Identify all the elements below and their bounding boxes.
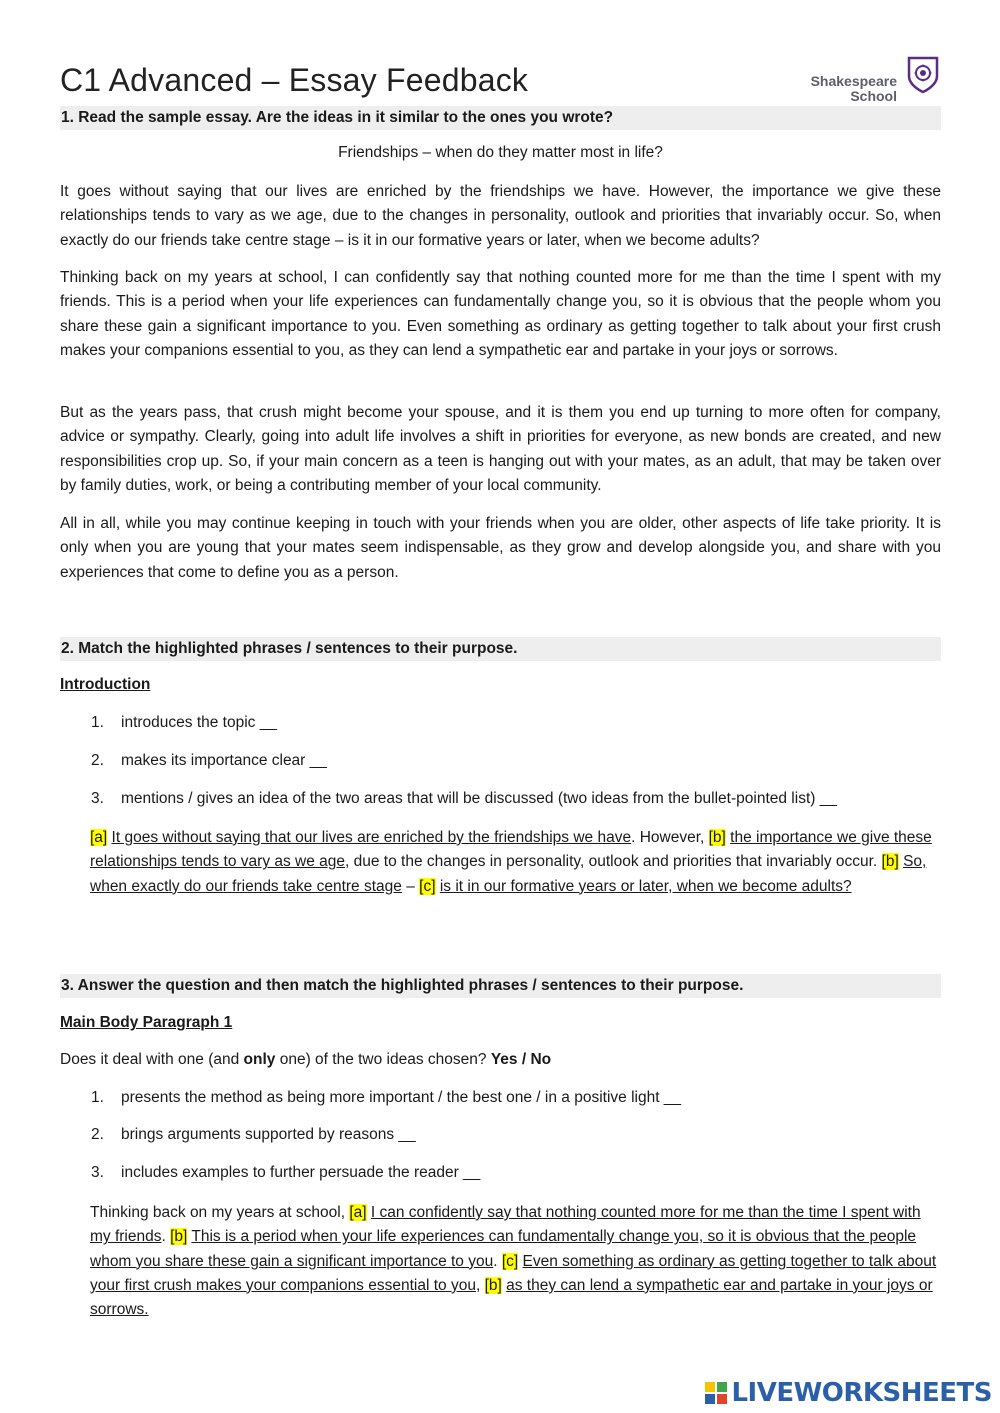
list-number: 2. [91,1126,104,1143]
list-item[interactable] [91,714,277,732]
list-number: 2. [91,752,104,769]
highlight-tag: [a] [90,829,108,846]
list-text: presents the method as being more important / the best one / in a positive light __ [121,1089,682,1106]
highlighted-main-body [90,1201,941,1322]
main-body-heading: Main Body Paragraph 1 [60,1014,233,1031]
logo-line-1: Shakespeare [810,73,897,89]
list-item[interactable] [91,790,837,808]
liveworksheets-blocks-icon [705,1382,727,1404]
yes-no-question [60,1051,551,1069]
plain-text: . [161,1228,171,1246]
list-text: includes examples to further persuade the reader __ [121,1164,481,1181]
essay-paragraph-4: All in all, while you may continue keeping in touch with your friends when you are older, other aspects of life take priority. It is only when you are young that your mates seem indispensable, as they grow and develop alongside you, and share with you experiences that come to define you as a person. [60,515,941,581]
list-item[interactable] [91,1164,480,1182]
section-2-instruction: 2. Match the highlighted phrases / sentences to their purpose. [60,637,941,661]
introduction-heading: Introduction [60,676,151,693]
section-1-instruction: 1. Read the sample essay. Are the ideas in it similar to the ones you wrote? [60,106,941,130]
highlighted-phrase: is it in our formative years or later, when we become adults? [439,877,852,895]
essay-paragraph-1: It goes without saying that our lives are enriched by the friendships we have. However, the importance we give these relationships tends to vary as we age, due to the changes in personality, outlook and priorities that invariably occur. So, when exactly do our friends take centre stage – is it in our formative years or later, when we become adults? [60,183,941,249]
highlight-tag: [b] [708,829,726,846]
list-number: 3. [91,790,104,807]
highlight-tag: [c] [419,877,436,895]
highlighted-introduction [90,826,941,899]
list-text: brings arguments supported by reasons __ [121,1126,416,1143]
school-logo-text [811,74,897,104]
list-item[interactable] [91,752,327,770]
list-number: 1. [91,714,104,731]
highlighted-phrase: Even something as ordinary as getting together to talk about your first crush makes your companions essential to you [90,1252,937,1294]
highlighted-phrase: So, when exactly do our friends take centre stage [90,853,927,895]
section-3-instruction: 3. Answer the question and then match the highlighted phrases / sentences to their purpose. [60,974,941,998]
plain-text: , [475,1276,485,1294]
highlight-tag: [b] [170,1228,188,1246]
worksheet-page [60,0,941,1413]
highlight-tag: [b] [881,853,899,871]
plain-text: , due to the changes in personality, outlook and priorities that invariably occur. [345,853,882,871]
highlighted-phrase: It goes without saying that our lives are enriched by the friendships we have [111,829,632,846]
essay-paragraph-2: Thinking back on my years at school, I can confidently say that nothing counted more for me than the time I spent with my friends. This is a period when your life experiences can fundamentally change you, so it is obvious that the people whom you share these gain a significant importance to you. Even something as ordinary as getting together to talk about your first crush makes your companions essential to you, as they can lend a sympathetic ear and partake in your joys or sorrows. [60,269,941,359]
page-title: C1 Advanced – Essay Feedback [60,62,529,98]
liveworksheets-logo[interactable] [705,1378,992,1408]
list-text: mentions / gives an idea of the two areas that will be discussed (two ideas from the bullet-pointed list) __ [121,790,837,807]
plain-text: Thinking back on my years at school, [90,1204,350,1221]
question-text: one) of the two ideas chosen? [275,1051,491,1068]
highlighted-phrase: as they can lend a sympathetic ear and partake in your joys or sorrows. [90,1276,933,1319]
highlighted-phrase: I can confidently say that nothing counted more for me than the time I spent with my friends [90,1204,921,1246]
list-item[interactable] [91,1126,416,1144]
plain-text: . However, [631,829,709,846]
school-crest-icon [907,56,939,94]
list-item[interactable] [91,1089,681,1107]
essay-paragraph-3: But as the years pass, that crush might become your spouse, and it is them you end up turning to more often for company, advice or sympathy. Clearly, going into adult life involves a shift in priorities for everyone, as new bonds are created, and new responsibilities crop up. So, if your main concern as a teen is hanging out with your mates, as an adult, that may be taken over by family duties, work, or being a contributing member of your local community. [60,404,941,494]
plain-text: – [401,877,420,895]
highlighted-phrase: the importance we give these relationships tends to vary as we age [90,829,932,871]
list-number: 3. [91,1164,104,1181]
highlight-tag: [b] [484,1276,502,1294]
liveworksheets-brand: LIVEWORKSHEETS [731,1378,992,1408]
highlight-tag: [a] [349,1204,367,1221]
essay-title: Friendships – when do they matter most in life? [338,144,663,161]
list-text: introduces the topic __ [121,714,277,731]
highlighted-phrase: This is a period when your life experiences can fundamentally change you, so it is obvious that the people whom you share these gain a significant importance to you [90,1228,917,1270]
logo-line-2: School [850,88,897,104]
highlight-tag: [c] [501,1252,519,1270]
list-text: makes its importance clear __ [121,752,327,769]
question-emphasis: only [243,1051,276,1068]
question-text: Does it deal with one (and [60,1051,244,1068]
yes-no-answer[interactable]: Yes / No [490,1051,552,1068]
plain-text: . [493,1252,502,1270]
list-number: 1. [91,1089,104,1106]
